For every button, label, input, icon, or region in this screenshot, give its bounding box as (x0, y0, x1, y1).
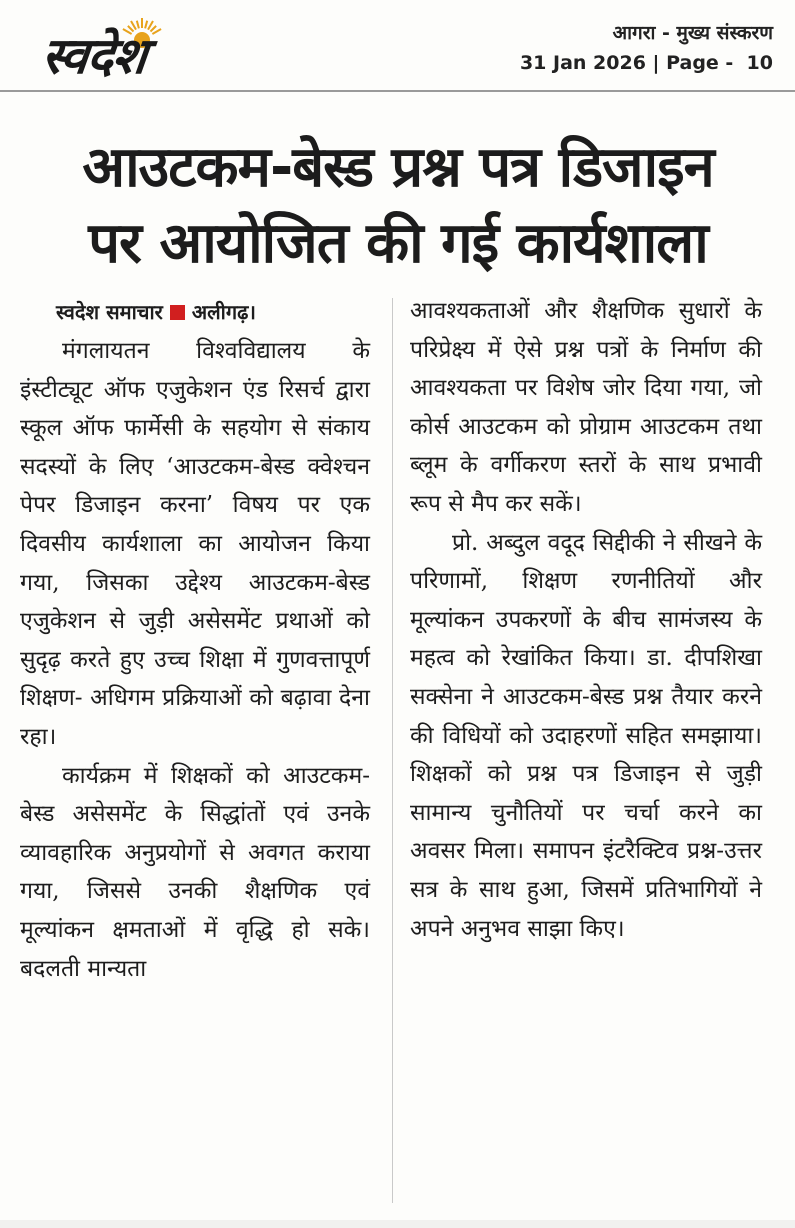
article-column-right (410, 292, 762, 948)
page-number: Page - 10 (666, 52, 773, 74)
column-divider (392, 298, 393, 1203)
paragraph: प्रो. अब्दुल वदूद सिद्दीकी ने सीखने के परिणामों, शिक्षण रणनीतियों और मूल्यांकन उपकरणों के बीच सामंजस्य के महत्व को रेखांकित किया। डा. दीपशिखा सक्सेना ने आउटकम-बेस्ड प्रश्न तैयार करने की विधियों को उदाहरणों सहित समझाया। शिक्षकों को प्रश्न पत्र डिजाइन से जुड़ी सामान्य चुनौतियों पर चर्चा करने का अवसर मिला। समापन इंटरैक्टिव प्रश्न-उत्तर सत्र के साथ हुआ, जिसमें प्रतिभागियों ने अपने अनुभव साझा किए। (410, 529, 762, 942)
byline-marker (170, 305, 185, 320)
edition-info (520, 18, 773, 78)
logo-wordmark: स्वदेश (38, 27, 149, 85)
page-bottom-strip (0, 1220, 795, 1228)
paragraph: मंगलायतन विश्वविद्यालय के इंस्टीट्यूट ऑफ एजुकेशन एंड रिसर्च द्वारा स्कूल ऑफ फार्मेसी के सहयोग से संकाय सदस्यों के लिए ‘आउटकम-बेस्ड क्वेश्चन पेपर डिजाइन करना’ विषय पर एक दिवसीय कार्यशाला का आयोजन किया गया, जिसका उद्देश्य आउटकम-बेस्ड एजुकेशन से जुड़ी असेसमेंट प्रथाओं को सुदृढ़ करते हुए उच्च शिक्षा में गुणवत्तापूर्ण शिक्षण- अधिगम प्रक्रियाओं को बढ़ावा देना रहा। (20, 338, 370, 750)
edition-date: 31 Jan 2026 (519, 52, 646, 74)
headline-line-2: पर आयोजित की गई कार्यशाला (88, 211, 708, 276)
byline (20, 292, 370, 332)
article-column-left (20, 292, 370, 988)
byline-place: अलीगढ़। (191, 300, 256, 324)
masthead (0, 0, 795, 92)
paragraph: कार्यक्रम में शिक्षकों को आउटकम-बेस्ड असेसमेंट के सिद्धांतों एवं उनके व्यावहारिक अनुप्रयोगों से अवगत कराया गया, जिससे उनकी शैक्षणिक एवं मूल्यांकन क्षमताओं में वृद्धि हो सके। बदलती मान्यता (20, 762, 370, 982)
newspaper-logo (38, 18, 242, 85)
separator: | (645, 52, 667, 74)
article-headline (18, 130, 778, 282)
masthead-divider (0, 90, 795, 92)
paragraph: आवश्यकताओं और शैक्षणिक सुधारों के परिप्रेक्ष्य में ऐसे प्रश्न पत्रों के निर्माण की आवश्यकता पर विशेष जोर दिया गया, जो कोर्स आउटकम को प्रोग्राम आउटकम तथा ब्लूम के वर्गीकरण स्तरों के साथ प्रभावी रूप से मैप कर सकें। (410, 298, 762, 517)
edition-name: आगरा - मुख्य संस्करण (612, 22, 773, 44)
headline-line-1: आउटकम-बेस्ड प्रश्न पत्र डिजाइन (82, 135, 714, 200)
byline-source: स्वदेश समाचार (56, 300, 163, 324)
date-page-line (520, 48, 773, 78)
